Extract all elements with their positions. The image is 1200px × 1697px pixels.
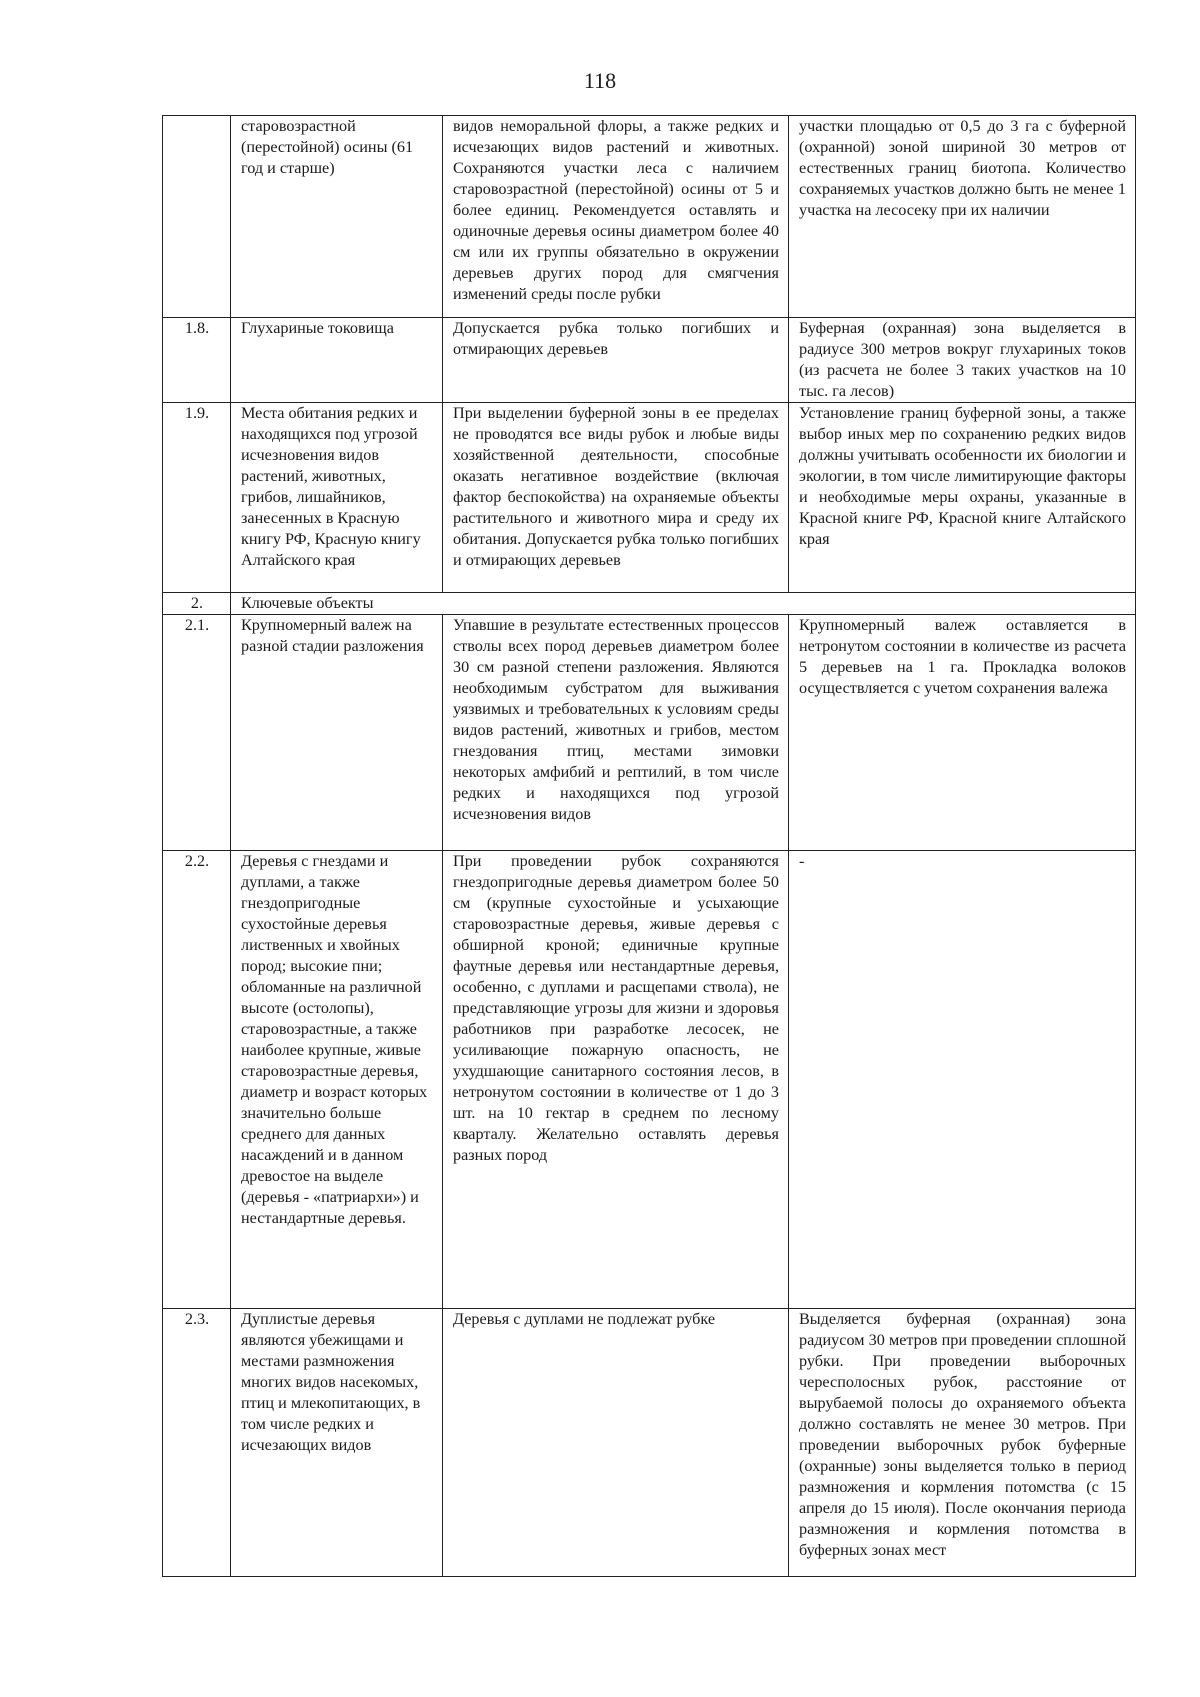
protection-measure: Упавшие в результате естественных процессов стволы всех пород деревьев диаметром более 30 см разной степени разложения. Являются необходимым субстратом для выживания уязвимых и требовательных к условиям среды видов растений, животных и грибов, местом гнездования птиц, местами зимовки некоторых амфибий и рептилий, в том числе редких и находящихся под угрозой исчезновения видов: [443, 615, 789, 851]
table-row: [163, 851, 1136, 1309]
row-number: 2.2.: [163, 851, 231, 1309]
row-number: 2.: [163, 593, 231, 615]
object-name: Деревья с гнездами и дуплами, а также гнездопригодные сухостойные деревья лиственных и хвойных пород; высокие пни; обломанные на различной высоте (остолопы), старовозрастные, а также наиболее крупные, живые старовозрастные деревья, диаметр и возраст которых значительно больше среднего для данных насаждений и в данном древостое на выделе (деревья - «патриархи») и нестандартные деревья.: [231, 851, 443, 1309]
row-number: [163, 116, 231, 318]
object-name: Глухариные токовища: [231, 318, 443, 403]
table-row: [163, 615, 1136, 851]
protection-measure: видов неморальной флоры, а также редких и исчезающих видов растений и животных. Сохраняются участки леса с наличием старовозрастной (перестойной) осины от 5 и более единиц. Рекомендуется оставлять и одиночные деревья осины диаметром более 40 см или их группы обязательно в окружении деревьев других пород для смягчения изменений среды после рубки: [443, 116, 789, 318]
object-name: Дуплистые деревья являются убежищами и местами размножения многих видов насекомых, птиц и млекопитающих, в том числе редких и исчезающих видов: [231, 1309, 443, 1577]
buffer-zone-rule: участки площадью от 0,5 до 3 га с буферной (охранной) зоной шириной 30 метров от естественных границ биотопа. Количество сохраняемых участков должно быть не менее 1 участка на лесосеку при их наличии: [789, 116, 1136, 318]
protection-measure: При проведении рубок сохраняются гнездопригодные деревья диаметром более 50 см (крупные сухостойные и усыхающие старовозрастные деревья, живые деревья с обширной кроной; единичные крупные фаутные деревья или нестандартные деревья, особенно, с дуплами и расщепами ствола), не представляющие угрозы для жизни и здоровья работников при разработке лесосек, не усиливающие пожарную опасность, не ухудшающие санитарного состояния лесов, в нетронутом состоянии в количестве от 1 до 3 шт. на 10 гектар в среднем по лесному кварталу. Желательно оставлять деревья разных пород: [443, 851, 789, 1309]
row-number: 1.8.: [163, 318, 231, 403]
page-number: 118: [583, 68, 617, 93]
table-row: [163, 318, 1136, 403]
protection-measure: Деревья с дуплами не подлежат рубке: [443, 1309, 789, 1577]
table-row: [163, 116, 1136, 318]
buffer-zone-rule: Установление границ буферной зоны, а также выбор иных мер по сохранению редких видов должны учитывать особенности их биологии и экологии, в том числе лимитирующие факторы и необходимые меры охраны, указанные в Красной книге РФ, Красной книге Алтайского края: [789, 403, 1136, 593]
protection-measure: При выделении буферной зоны в ее пределах не проводятся все виды рубок и любые виды хозяйственной деятельности, способные оказать негативное воздействие (включая фактор беспокойства) на охраняемые объекты растительного и животного мира и среду их обитания. Допускается рубка только погибших и отмирающих деревьев: [443, 403, 789, 593]
object-name: Места обитания редких и находящихся под угрозой исчезновения видов растений, животных, грибов, лишайников, занесенных в Красную книгу РФ, Красную книгу Алтайского края: [231, 403, 443, 593]
row-number: 2.1.: [163, 615, 231, 851]
table-row: [163, 1309, 1136, 1577]
regulation-table: [162, 115, 1136, 1577]
buffer-zone-rule: Выделяется буферная (охранная) зона радиусом 30 метров при проведении сплошной рубки. При проведении выборочных чересполосных рубок, расстояние от вырубаемой полосы до охраняемого объекта должно составлять не менее 30 метров. При проведении выборочных рубок буферные (охранные) зоны выделяется только в период размножения и кормления потомства (с 15 апреля до 15 июля). После окончания периода размножения и кормления потомства в буферных зонах мест: [789, 1309, 1136, 1577]
row-number: 2.3.: [163, 1309, 231, 1577]
protection-measure: Допускается рубка только погибших и отмирающих деревьев: [443, 318, 789, 403]
section-title: Ключевые объекты: [231, 593, 1136, 615]
buffer-zone-rule: -: [789, 851, 1136, 1309]
row-number: 1.9.: [163, 403, 231, 593]
section-header-row: [163, 593, 1136, 615]
object-name: старовозрастной (перестойной) осины (61 год и старше): [231, 116, 443, 318]
object-name: Крупномерный валеж на разной стадии разложения: [231, 615, 443, 851]
buffer-zone-rule: Буферная (охранная) зона выделяется в радиусе 300 метров вокруг глухариных токов (из расчета не более 3 таких участков на 10 тыс. га лесов): [789, 318, 1136, 403]
table-row: [163, 403, 1136, 593]
buffer-zone-rule: Крупномерный валеж оставляется в нетронутом состоянии в количестве из расчета 5 деревьев на 1 га. Прокладка волоков осуществляется с учетом сохранения валежа: [789, 615, 1136, 851]
